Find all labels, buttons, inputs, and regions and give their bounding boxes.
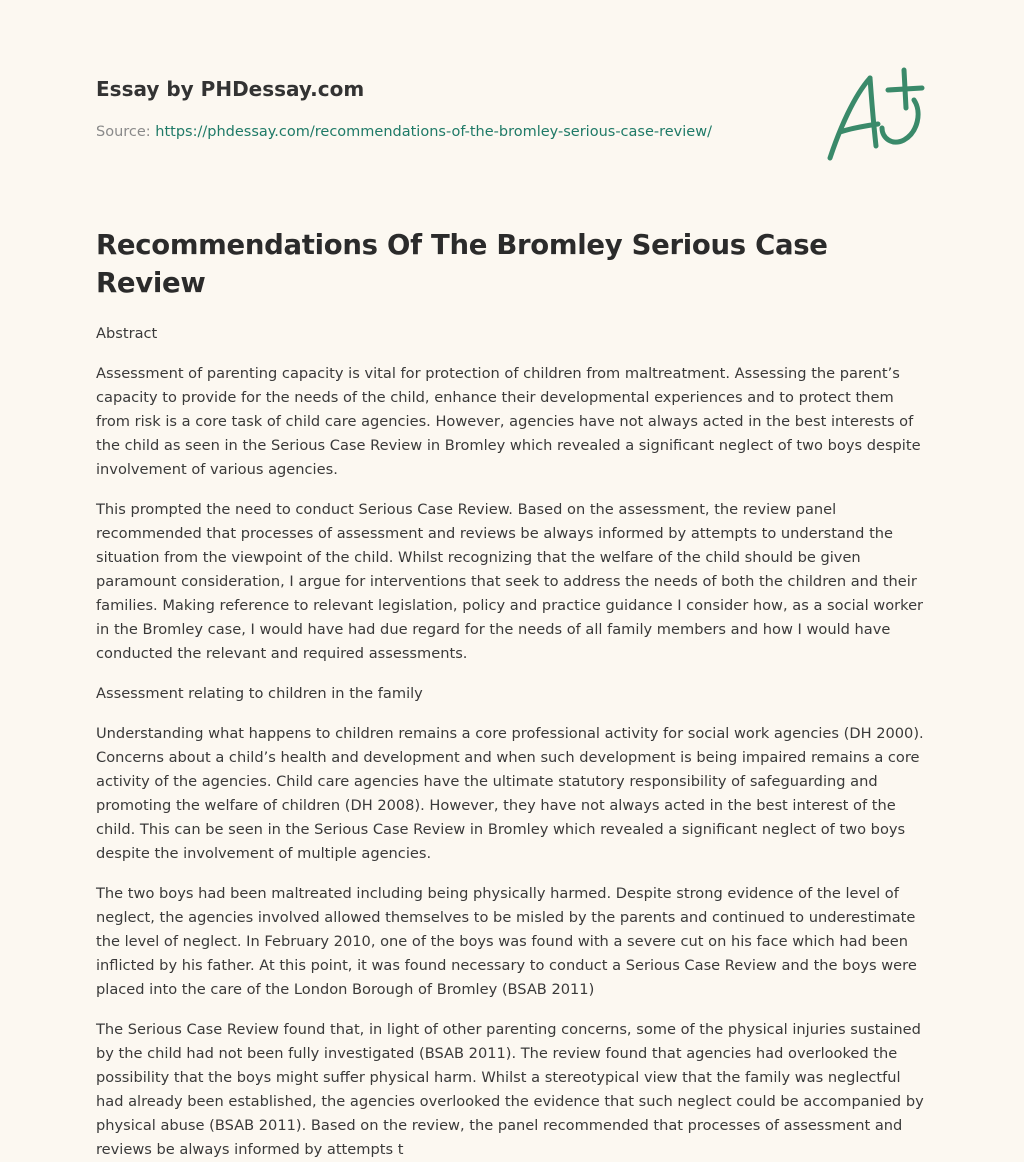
page-title: Recommendations Of The Bromley Serious Case Review [96, 229, 828, 299]
article [96, 226, 930, 1162]
paragraph: Understanding what happens to children remains a core professional activity for social work agencies (DH 2000). Concerns about a child’s health and development and when such development is being impaired remains a core activity of the agencies. Child care agencies have the ultimate statutory responsibility of safeguarding and promoting the welfare of children (DH 2008). However, they have not always acted in the best interest of the child. This can be seen in the Serious Case Review in Bromley which revealed a significant neglect of two boys despite the involvement of multiple agencies. [96, 725, 924, 862]
paragraph: Assessment relating to children in the family [96, 685, 423, 702]
source-label: Source: [96, 124, 151, 140]
paragraph: Abstract [96, 325, 158, 342]
brand-title: Essay by PHDessay.com [96, 77, 365, 101]
paragraph: The Serious Case Review found that, in light of other parenting concerns, some of the physical injuries sustained by the child had not been fully investigated (BSAB 2011). The review found that agencies had overlooked the possibility that the boys might suffer physical harm. Whilst a stereotypical view that the family was neglectful had already been established, the agencies overlooked the evidence that such neglect could be accompanied by physical abuse (BSAB 2011). Based on the review, the panel recommended that processes of assessment and reviews be always informed by attempts t [96, 1021, 924, 1158]
page-header [96, 74, 796, 142]
source-line [96, 122, 796, 142]
source-link[interactable]: https://phdessay.com/recommendations-of-the-bromley-serious-case-review/ [155, 124, 712, 140]
a-plus-logo-icon [818, 66, 928, 166]
paragraph: Assessment of parenting capacity is vital for protection of children from maltreatment. Assessing the parent’s capacity to provide for the needs of the child, enhance their developmental experiences and to protect them from risk is a core task of child care agencies. However, agencies have not always acted in the best interests of the child as seen in the Serious Case Review in Bromley which revealed a significant neglect of two boys despite involvement of various agencies. [96, 365, 921, 478]
paragraph: This prompted the need to conduct Serious Case Review. Based on the assessment, the review panel recommended that processes of assessment and reviews be always informed by attempts to understand the situation from the viewpoint of the child. Whilst recognizing that the welfare of the child should be given paramount consideration, I argue for interventions that seek to address the needs of both the children and their families. Making reference to relevant legislation, policy and practice guidance I consider how, as a social worker in the Bromley case, I would have had due regard for the needs of all family members and how I would have conducted the relevant and required assessments. [96, 501, 924, 662]
paragraph: The two boys had been maltreated including being physically harmed. Despite strong evidence of the level of neglect, the agencies involved allowed themselves to be misled by the parents and continued to underestimate the level of neglect. In February 2010, one of the boys was found with a severe cut on his face which had been inflicted by his father. At this point, it was found necessary to conduct a Serious Case Review and the boys were placed into the care of the London Borough of Bromley (BSAB 2011) [96, 885, 917, 998]
